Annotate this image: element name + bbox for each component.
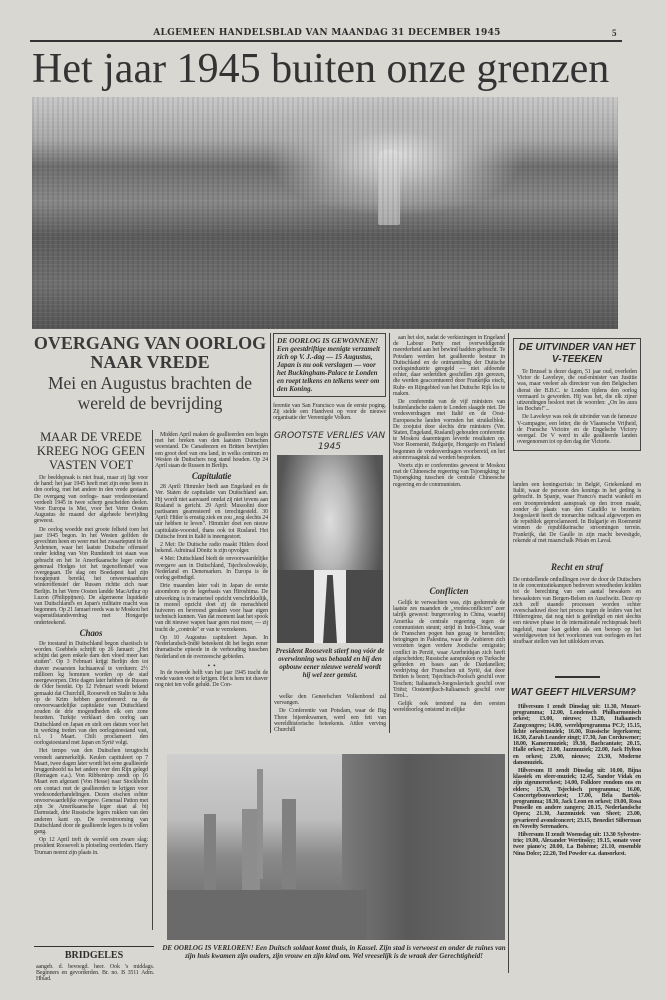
monument xyxy=(378,150,400,225)
paragraph: De ontstellende onthullingen over de door de Duitschers in de concentratiekampen bedreven wreedheden leidden tot de berechting van een aantal bewakers en bewaaksters van Bergen-Belsen en Auschwitz. Deze op zich zelf staande processen worden echter overschaduwd door het proces tegen de leiders van het Hitlerregime, dat nog niet is geëindigd en niet slechts een nieuwe phase in de internationale rechtspraak heeft ingeluid, maar kan gelden als een beroep op het wereldgeweten tot het voorkomen van oorlogen en het strafbaar stellen van het uitlokken ervan. xyxy=(513,577,641,646)
paragraph: Gelijk te verwachten was, zijn gedurende de laatste zes maanden de „vredesconflicten" zeer talrijk geweest: burgeroorlog in China, waarbij Amerika de centrale regeering tegen de communisten steunt; strijd in Indo-China, waar de Franschen pogen hun gezag te herstellen; betogingen in Palestina, waar de Arabieren zich verzetten tegen verdere Joodsche emigratie; conflict in Perzië, waar Azerbeidsjan zich heeft afgescheiden; Russische aanspraken op Turksche gebieden en bases aan de Dardanellen; verdrijving der Franschen uit Syrië, dat door Britten is bezet; Tsjechisch-Poolsch geschil over Teschen; Italiaansch-Joegoslavisch geschil over Triëst; Oostenrijksch-Italiaansch geschil over Tirol... xyxy=(393,600,505,700)
paragraph: 4 Mei: Duitschland biedt de onvoorwaardelijke overgave aan in Duitschland, Tsjechoslowakije, Nederland en Denemarken. In Europa is de oorlog geëindigd. xyxy=(155,556,268,582)
divider xyxy=(34,946,154,947)
ad-text: aangeb. d. bevoegd. heer. Ook 's middags. Beginners en gevorderden. Br. no. B 3511 Adm. Hblad. xyxy=(36,964,154,983)
divider xyxy=(555,676,600,678)
divider xyxy=(30,40,622,42)
paragraph: De oorlog woedde met groote felheid toen het jaar 1945 begon. In het Westen golfden de gevechten heen en weer met het zwaartepunt in de Ardennen, waar het laatste Duitsche offensief onder leiding van Von Rundstedt tot staan was gebracht en het 1e Amerikaansche leger onder generaal Hodges tot het tegenoffensief was overgegaan. De slag om Boedapest had zijn hoogtepunt bereikt, het onweerstaanbare winteroffensief der Russen richtte zich naar Berlijn. In het Verre Oosten landde MacArthur op Luzon (Philippijnen). De algemeene liquidatie van Duitschland's en Japan's militaire macht was begonnen. Op 21 Januari reeds was te Moskou het wapenstilstandsverdrag met Hongarije onderteekend. xyxy=(34,526,148,626)
kicker: MAAR DE VREDE KREEG NOG GEEN VASTEN VOET xyxy=(36,430,146,472)
column-4b xyxy=(393,600,505,716)
subheading-capitulatie: Capitulatie xyxy=(191,471,232,482)
paragraph: Voorts zijn er conferenties geweest te Moskou met de Chineesche regeering van Tsjoengking; te Tsjoengking tusschen de centrale Chineesche regeering en de communisten. xyxy=(393,463,505,488)
paragraph: aan het slot, nadat de verkiezingen in Engeland de Labour Party met overweldigende meerderheid aan het bewind hadden gebracht. Te Potsdam werden het geallieerde bestuur in Duitschland en de ontmanteling der Duitsche oorlogsindustrie geregeld — niet afdoende echter, daar sedertdien geschillen zijn gerezen, die werden geaccentueerd door Frankrijks eisch, Ruhr- en Rijngebied van het Duitsche Rijk los te maken. xyxy=(393,335,505,397)
paragraph: Midden April maken de geallieerden een begin met het breken van den laatsten Duitschen weerstand. De Canadeezen en Britten bevrijden een groot deel van ons land, in welks centrum en Westen de Duitschers nog stand houden. Op 24 April staan de Russen in Berlijn. xyxy=(155,432,268,470)
column-4 xyxy=(393,335,505,490)
paragraph: Hilversum I zendt Dinsdag uit: 11.30, Mozart-programma; 12.00, Londensch Philharmonisch orkest; 13.00, nieuws; 13.20, Italiaansch Zangcongres; 14.00, wereldprogramma PCJ; 15.15, lichte orkestmuziek; 16.00, Russische legerkoren; 16.30, Zarah Leander zingt; 17.30, Jan Corduwener; 18.00, Kamermuziek; 19.30, Bachcantate; 20.15, Hallé orkest; 21.00, Jazzmuziek; 22.00, Jack Hylton en orkest; 23.00, nieuws; 23.30, Moderne dansmuziek. xyxy=(513,704,641,766)
paragraph: De Laveleye was ook de uitvinder van de fameuze V-campagne, een letter, die de Vlaamsche Vrijheid, de Fransche Victoire en de Engelsche Victory weergaf. De V werd in alle geallieerde landen overgenomen tot op den dag der Victorie. xyxy=(517,414,637,446)
v-sign-heading: DE UITVINDER VAN HET V-TEEKEN xyxy=(518,342,636,365)
v-day-box xyxy=(273,333,386,397)
crowd-photo xyxy=(32,97,618,329)
paragraph: Hilversum II zendt Woensdag uit: 13.30 Sylvestre-trio; 19.00, Alexander Wertinsky; 19.15, sonate voor twee piano's; 20.00, La Bohème; 21.10, ensemble Nina Dolce; 22.20, Ted Powder e.a. dansorkest. xyxy=(513,832,641,857)
page-number: 5 xyxy=(612,28,617,38)
column-2 xyxy=(155,432,268,690)
paragraph: De Conferentie van Potsdam, waar de Big Three bijeenkwamen, werd een feit van wereldhistorische beteekenis. Attlee verving Churchill xyxy=(274,708,386,734)
paragraph: Gelijk ook terstond na den eersten wereldoorlog ontstond in etlijke xyxy=(393,701,505,714)
paragraph: Het tempo van den Duitschen terugtocht versnelt aanmerkelijk. Keulen capituleert op 7 Maart, twee dagen later wordt het eene geallieerde bruggenhoofd na het andere over den Rijn gelegd (Remagen e.a.). Von Ribbentrop zendt op 16 Maart een afgezant (Von Hesse) naar Stockholm om contact met de geallieerden te krijgen voor vredesonderhandelingen. Dezen eischen echter onvoorwaardelijke overgave. Generaal Patton met zijn 3e Amerikaansche leger staat al bij Darmstadt, drie Russische legers rukken van den anderen kant op. De overstrooming van Duitschland door de geallieerde legers is in vollen gang. xyxy=(34,748,148,835)
radio-heading: WAT GEEFT HILVERSUM? xyxy=(511,687,636,698)
page-title: Het jaar 1945 buiten onze grenzen xyxy=(32,46,610,92)
kassel-caption: DE OORLOG IS VERLOREN! Een Duitsch soldaat komt thuis, in Kassel. Zijn stad is verwoest en onder de ruïnes van zijn huis kwamen zijn ouders, zijn vrouw en zijn kind om. Wel vreeselijk is de wraak der Gerechtigheid! xyxy=(162,944,506,960)
v-sign-text xyxy=(517,369,637,445)
divider xyxy=(508,333,509,973)
roosevelt-heading: GROOTSTE VERLIES VAN 1945 xyxy=(273,431,386,452)
paragraph: 28 April: Himmler biedt aan Engeland en de Ver. Staten de capitulatie van Duitschland aan. Hij wordt niet aanvaard omdat zij niet tevens aan Rusland is gericht. 29 April: Mussolini door partisanen gearresteerd en terechtgesteld. 30 April: Hitler is ernstig ziek en zou „nog slechts 24 uur hebben te leven". Himmler doet een nieuw capitulatie-voorstel, thans ook tot Rusland. Het Duitsche front in Italië is ineengestort. xyxy=(155,484,268,540)
paragraph: Op 12 April treft de wereld een zware slag: president Roosevelt is plotseling overleden. Harry Truman neemt zijn plaats in. xyxy=(34,837,148,856)
paragraph: ferentie van San Francisco was de eerste poging. Zij stelde een Handvest op voor de nieuwe organisatie der Vereenigde Volken. xyxy=(273,403,386,422)
paragraph: landen een koningscrisis: in België, Griekenland en Italië, waar de persoon des konings in het geding is gebracht. In Spanje, waar Franco's macht wankelt en een troonpretendent aanspraak op den troon maakt, zonder de plaats van den Caudillo te bezetten. Joegoslavië heeft de monarchie radicaal afgeworpen en de republiek geproclameerd. In Bulgarije en Roemenië winnen de republikeinsche stroomingen terrein. Frankrijk, dat De Gaulle in zijn macht bevestigde, rekende af met maarschalk Pétain en Laval. xyxy=(513,482,641,544)
paragraph: De toestand in Duitschland begon chaotisch te worden. Goebbels schrijft op 26 Januari: „Het schijnt dat geen enkele dam den vloed meer kan stuiten". Op 3 Februari krijgt Berlijn den tot dusver zwaarsten luchtaanval te verduren: 2½ millioen kg bommen worden op de stad neergeworpen. Drie dagen later hebben de Russen de Oder bereikt. Op 12 Februari wordt bekend gemaakt dat Churchill, Roosevelt en Stalin te Jalta op de Krim hebben geconfereerd: na de onvoorwaardelijke capitulatie van Duitschland zouden de drie mogendheden elk een zone bezetten. Turkije verklaart den oorlog aan Duitschland en Japan en stelt een datum voor het in werking treden van den oorlogstoestand vast, n.l. 1 Maart. Chili proclameert den oorlogstoestand met Japan en Syrië volgt. xyxy=(34,640,148,747)
paragraph: In de tweede helft van het jaar 1945 tracht de vrede vasten voet te krijgen. Het is hem tot dusver nog niet ten volle gelukt. De Con- xyxy=(155,669,268,689)
paragraph: De beeldspraak is niet fraai, maar zij ligt voor de hand: het jaar 1945 heeft met zijn eene been in den oorlog, met het andere in den vrede gestaan. De overgang van oorlogs- naar vredestoestand verdeelt 1945 in twee scherp gescheiden deelen. Voor Europa is Mei, voor het Verre Oosten Augustus de maand der algeheele bevrijding geweest. xyxy=(34,475,148,525)
radio-listings xyxy=(513,704,641,859)
divider xyxy=(389,333,390,733)
v-sign-box xyxy=(513,338,641,451)
ad-title: BRIDGELES xyxy=(64,950,124,961)
separator-dots: • • xyxy=(207,661,216,670)
subheading-chaos: Chaos xyxy=(79,627,103,638)
paragraph: 2 Mei: De Duitsche radio maakt Hitlers dood bekend. Admiraal Dönitz is zijn opvolger. xyxy=(155,542,268,555)
kassel-photo xyxy=(167,754,505,940)
paragraph: Drie maanden later valt in Japan de eerste atoombom op de legerbasis van Hiroshima. De uitwerking is in materieel opzicht verschrikkelijk, in moreel opzicht doet zij de menschheid huiveren en bevreesd geraken voor haar eigen technisch kunnen. Van dat moment laat het spook van dit nieuwe wapen haar geen rust meer, — zij tracht de „controle" er van te verzekeren. xyxy=(155,583,268,633)
subheading-conflicten: Conflicten xyxy=(429,586,469,596)
roosevelt-caption: President Roosevelt stierf nog vóór de overwinning was behaald en bij den opbouw eener nieuwe wereld wordt hij wel zeer gemist. xyxy=(275,647,385,679)
masthead: ALGEMEEN HANDELSBLAD VAN MAANDAG 31 DECEMBER 1945 xyxy=(153,28,501,38)
box-text: Een geestdriftige menigte verzamelt zich op V. J.-dag — 15 Augustus, Japan is nu ook verslagen — voor het Buckingham-Palace te Londen en roept telkens en telkens weer om den Koning. xyxy=(277,345,380,393)
column-1 xyxy=(34,475,148,858)
paragraph: Te Brussel is dezer dagen, 51 jaar oud, overleden Victor de Laveleye, die oud-minister van Justitie was, maar veeleer als directeur van den Belgischen dienst der B.B.C. te Londen tijdens den oorlog vermaard is geworden. Hij was het, die elk zijner uitzendingen besloot met de woorden: „On les aura les Boches!"... xyxy=(517,369,637,413)
paragraph: De conferentie van de vijf ministers van buitenlandsche zaken te Londen slaagde niet. De vredesverdragen met Italië en de Oost-Europeesche landen vormden het struikelblok. De zoojuist door slechts drie ministers (Ver. Staten, Engeland, Rusland) gehouden conferentie te Moskou daarentegen leverde resultaten op. Voor Roemenië, Bulgarije, Hongarije en Finland begonnen de vredesverdragen voorbereid, en het atoomvraagstuk zal worden besproken. xyxy=(393,399,505,461)
paragraph: Hilversum II zendt Dinsdag uit: 10.00, Bijna klassiek en sfeer-muziek; 12.45, Sandor Vidak en zijn zigeunerorkest; 14.00, Folklore rondom ons en elders; 15.30, Tsjechisch programma; 16.00, Concertgebouworkest; 17.00, Béla Bartók-programma; 18.30, Jack Leon en orkest; 19.00, Rosa Ponselle en andere zangers; 20.15, Nederlandsche Opera; 21.30, Jazzmuziek van Sheet; 23.00, gevarieerd avondconcert; 23.15, Benedict Silberman en Novelty Serenaders. xyxy=(513,768,641,830)
main-headline: OVERGANG VAN OORLOG NAAR VREDE xyxy=(33,333,267,372)
divider xyxy=(270,333,271,733)
main-subheadline: Mei en Augustus brachten de wereld de bevrijding xyxy=(47,373,253,413)
column-3-bottom xyxy=(274,694,386,735)
paragraph: welke den Geneefschen Volkenbond zal vervangen. xyxy=(274,694,386,707)
divider xyxy=(152,430,153,930)
subheading-recht-en-straf: Recht en straf xyxy=(550,562,603,572)
paragraph: Op 10 Augustus capituleert Japan. In Nederlandsch-Indië beteekent dit het begin eener dramatische episode in de verhouding tusschen Nederland en de overzeesche gebieden. xyxy=(155,634,268,660)
roosevelt-photo xyxy=(277,455,383,643)
box-title: DE OORLOG IS GEWONNEN! xyxy=(277,336,379,345)
